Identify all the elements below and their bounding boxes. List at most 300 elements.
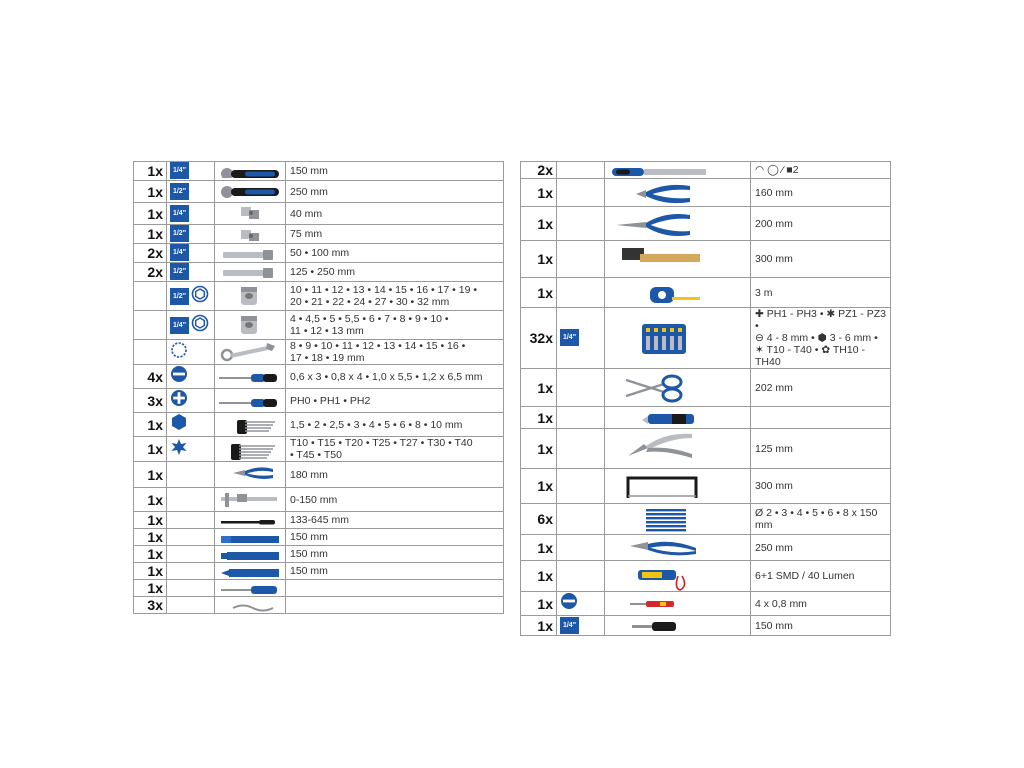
spec-badge-cell (557, 369, 605, 407)
table-row (134, 546, 504, 563)
description-cell (751, 207, 891, 241)
tool-image-cell (215, 263, 286, 282)
table-row (134, 563, 504, 580)
description-text: 6+1 SMD / 40 Lumen (755, 570, 855, 582)
quantity-cell (134, 282, 167, 311)
tool-image-cell (215, 488, 286, 512)
quantity-label: 3x (147, 597, 163, 613)
quantity-cell (521, 241, 557, 278)
universal-joint-icon (215, 204, 285, 224)
description-text: ✚ PH1 - PH3 • ✱ PZ1 - PZ3 • (755, 308, 886, 332)
quantity-label: 1x (147, 441, 163, 457)
tool-image-cell (605, 535, 751, 561)
table-row (521, 278, 891, 308)
table-row (134, 162, 504, 181)
spec-badge-cell (167, 546, 215, 563)
spec-badge-cell (167, 529, 215, 546)
quantity-label: 1x (537, 215, 553, 232)
spec-badge-cell (557, 504, 605, 535)
description-text: 125 mm (755, 442, 793, 455)
description-text: 160 mm (755, 186, 793, 199)
description-text: 150 mm (290, 531, 328, 543)
tool-image-cell (605, 407, 751, 429)
spoke-tool-icon (215, 598, 285, 613)
quantity-cell (521, 616, 557, 636)
caliper-icon (215, 489, 285, 511)
quantity-label: 1x (537, 595, 553, 612)
spec-badge-cell (167, 225, 215, 244)
description-cell (751, 179, 891, 207)
drive-size-badge: 1/4" (170, 317, 189, 334)
drive-size-badge: 1/2" (170, 183, 189, 200)
spec-badge-cell (557, 429, 605, 469)
description-cell (286, 389, 504, 413)
table-row (521, 407, 891, 429)
table-row (134, 311, 504, 340)
table-row (134, 437, 504, 462)
table-row (521, 162, 891, 179)
table-row (521, 561, 891, 592)
description-text: mm (755, 519, 773, 531)
tool-image-cell (215, 340, 286, 365)
quantity-label: 1x (147, 416, 163, 433)
spec-badge-cell (557, 469, 605, 504)
description-cell (286, 365, 504, 389)
description-text: 8 • 9 • 10 • 11 • 12 • 13 • 14 • 15 • 16 • (290, 340, 466, 352)
table-row (521, 179, 891, 207)
description-text: 4 x 0,8 mm (755, 597, 807, 610)
table-row (134, 181, 504, 203)
spec-badge-cell (167, 597, 215, 614)
pin-punch-set-icon (605, 505, 750, 534)
description-cell (286, 263, 504, 282)
quantity-cell (521, 561, 557, 592)
description-cell (751, 407, 891, 429)
quantity-cell (521, 429, 557, 469)
combination-wrench-icon (215, 341, 285, 364)
description-text: Ø 2 • 3 • 4 • 5 • 6 • 8 x 150 (755, 507, 878, 519)
description-cell (286, 462, 504, 488)
hex-socket-icon (191, 314, 209, 337)
quantity-cell (134, 413, 167, 437)
table-row (134, 365, 504, 389)
spec-badge-cell (557, 308, 605, 369)
quantity-cell (521, 504, 557, 535)
tool-image-cell (605, 504, 751, 535)
spec-badge-cell (557, 592, 605, 616)
quantity-cell (521, 179, 557, 207)
drive-size-badge: 1/2" (170, 225, 189, 242)
punch-icon (215, 547, 285, 562)
quantity-cell (521, 278, 557, 308)
spec-badge-cell (557, 616, 605, 636)
description-cell (751, 469, 891, 504)
quantity-cell (134, 263, 167, 282)
quantity-label: 1x (537, 284, 553, 301)
quantity-label: 4x (147, 368, 163, 385)
spec-badge-cell (167, 512, 215, 529)
description-text: 125 • 250 mm (290, 266, 355, 278)
spec-badge-cell (167, 413, 215, 437)
quantity-label: 1x (537, 617, 553, 634)
description-cell (751, 308, 891, 369)
drive-size-badge: 1/4" (170, 205, 189, 222)
description-text: T10 • T15 • T20 • T25 • T27 • T30 • T40 (290, 437, 473, 449)
scissors-icon (605, 370, 750, 406)
bit-set-icon (605, 322, 750, 354)
spec-badge-cell (557, 407, 605, 429)
table-row (134, 529, 504, 546)
description-text: ✶ T10 - T40 • ✿ TH10 - TH40 (755, 344, 865, 368)
center-punch-icon (215, 564, 285, 579)
table-row (134, 580, 504, 597)
description-cell (286, 413, 504, 437)
spec-badge-cell (167, 563, 215, 580)
tool-image-cell (605, 179, 751, 207)
description-cell (286, 580, 504, 597)
quantity-cell (521, 535, 557, 561)
ratchet-icon (215, 164, 285, 178)
tool-image-cell (215, 389, 286, 413)
quantity-cell (134, 462, 167, 488)
spec-badge-cell (167, 282, 215, 311)
quantity-label: 1x (537, 539, 553, 556)
table-row (521, 592, 891, 616)
table-row (134, 488, 504, 512)
description-cell (751, 429, 891, 469)
spec-badge-cell (167, 162, 215, 181)
tool-image-cell (605, 278, 751, 308)
tool-image-cell (215, 413, 286, 437)
hex-socket-icon (191, 285, 209, 308)
table-row (521, 535, 891, 561)
extension-bar-icon (215, 264, 285, 280)
quantity-label: 1x (537, 568, 553, 584)
spec-badge-cell (167, 365, 215, 389)
tool-image-cell (215, 597, 286, 614)
quantity-cell (134, 512, 167, 529)
screwdriver-icon (215, 393, 285, 409)
tool-image-cell (215, 181, 286, 203)
description-cell (286, 203, 504, 225)
quantity-cell (521, 308, 557, 369)
table-row (521, 308, 891, 369)
table-row (521, 616, 891, 636)
description-cell (286, 488, 504, 512)
description-text: 17 • 18 • 19 mm (290, 352, 365, 364)
spec-badge-cell (167, 437, 215, 462)
description-cell (751, 504, 891, 535)
table-row (134, 462, 504, 488)
quantity-label: 1x (537, 409, 553, 426)
quantity-label: 1x (147, 563, 163, 579)
description-text: 200 mm (755, 217, 793, 230)
table-row (134, 203, 504, 225)
quantity-cell (134, 244, 167, 263)
table-row (134, 340, 504, 365)
description-text: 150 mm (290, 565, 328, 577)
description-text: 150 mm (290, 548, 328, 560)
tire-lever-icon (215, 513, 285, 527)
right-tool-table (520, 161, 891, 636)
description-text: 202 mm (755, 381, 793, 394)
description-cell (286, 437, 504, 462)
quantity-cell (134, 181, 167, 203)
description-cell (751, 535, 891, 561)
description-text: 250 mm (755, 541, 793, 554)
quantity-label: 6x (537, 511, 553, 527)
table-row (521, 504, 891, 535)
quantity-label: 1x (537, 440, 553, 457)
quantity-cell (134, 311, 167, 340)
torx-icon (170, 438, 188, 461)
tool-image-cell (215, 512, 286, 529)
socket-icon (215, 312, 285, 339)
tool-image-cell (605, 241, 751, 278)
quantity-label: 2x (147, 245, 163, 261)
spec-badge-cell (167, 580, 215, 597)
table-row (521, 207, 891, 241)
description-cell (751, 616, 891, 636)
drive-size-badge: 1/4" (170, 162, 189, 179)
long-nose-pliers-icon (605, 208, 750, 240)
description-cell (286, 225, 504, 244)
hammer-icon (605, 242, 750, 277)
quantity-cell (134, 365, 167, 389)
description-text: 300 mm (755, 253, 793, 265)
quantity-label: 1x (147, 226, 163, 242)
quantity-cell (521, 162, 557, 179)
tool-image-cell (605, 162, 751, 179)
table-row (521, 469, 891, 504)
quantity-cell (134, 597, 167, 614)
spec-badge-cell (557, 278, 605, 308)
description-cell (286, 563, 504, 580)
drive-size-badge: 1/2" (170, 288, 189, 305)
tool-image-cell (215, 311, 286, 340)
spec-badge-cell (167, 340, 215, 365)
tool-image-cell (605, 469, 751, 504)
description-text: 250 mm (290, 185, 328, 198)
tool-image-cell (215, 203, 286, 225)
description-cell (286, 597, 504, 614)
hex-key-set-icon (215, 416, 285, 434)
bit-driver-icon (605, 617, 750, 635)
spec-badge-cell (167, 263, 215, 282)
description-text: 150 mm (290, 165, 328, 177)
left-tool-table (133, 161, 504, 614)
drive-size-badge: 1/4" (170, 244, 189, 261)
spec-badge-cell (167, 244, 215, 263)
quantity-cell (134, 488, 167, 512)
quantity-cell (134, 563, 167, 580)
description-text: 75 mm (290, 228, 323, 240)
quantity-cell (521, 207, 557, 241)
description-text: 1,5 • 2 • 2,5 • 3 • 4 • 5 • 6 • 8 • 10 mm (290, 418, 463, 431)
description-text: 11 • 12 • 13 mm (290, 325, 364, 337)
12-point-icon (170, 341, 188, 364)
quantity-cell (134, 529, 167, 546)
spec-badge-cell (167, 462, 215, 488)
voltage-tester-icon (605, 596, 750, 611)
spec-badge-cell (557, 207, 605, 241)
quantity-label: 2x (537, 162, 553, 178)
table-row (134, 282, 504, 311)
tool-image-cell (215, 244, 286, 263)
description-text: ◠ ◯ ⁄ ■2 (755, 164, 799, 176)
scraper-icon (215, 581, 285, 595)
tool-image-cell (215, 462, 286, 488)
table-row (134, 225, 504, 244)
spec-badge-cell (167, 203, 215, 225)
quantity-label: 1x (537, 478, 553, 494)
tape-measure-icon (605, 279, 750, 307)
quantity-cell (134, 225, 167, 244)
hacksaw-icon (605, 470, 750, 503)
tool-image-cell (605, 429, 751, 469)
tool-image-cell (605, 308, 751, 369)
spec-badge-cell (167, 488, 215, 512)
spec-badge-cell (167, 311, 215, 340)
quantity-label: 1x (147, 580, 163, 596)
quantity-label: 1x (147, 163, 163, 179)
description-cell (286, 311, 504, 340)
table-row (521, 429, 891, 469)
chisel-icon (215, 530, 285, 544)
description-text: 0-150 mm (290, 493, 338, 506)
description-cell (751, 369, 891, 407)
drive-size-badge: 1/4" (560, 329, 579, 346)
description-text: • T45 • T50 (290, 449, 342, 461)
quantity-cell (521, 469, 557, 504)
description-cell (751, 592, 891, 616)
table-row (134, 244, 504, 263)
utility-knife-icon (605, 408, 750, 428)
table-row (134, 597, 504, 614)
file-icon (605, 163, 750, 177)
description-cell (286, 512, 504, 529)
water-pump-pliers-icon (605, 536, 750, 560)
description-cell (286, 529, 504, 546)
quantity-label: 1x (147, 183, 163, 200)
tool-image-cell (215, 563, 286, 580)
tool-image-cell (215, 365, 286, 389)
tool-image-cell (215, 546, 286, 563)
quantity-label: 1x (147, 546, 163, 562)
description-text: 133-645 mm (290, 514, 349, 526)
description-text: 40 mm (290, 207, 323, 220)
description-text: 20 • 21 • 22 • 24 • 27 • 30 • 32 mm (290, 296, 450, 308)
flashlight-icon (605, 562, 750, 591)
description-cell (751, 162, 891, 179)
description-cell (751, 278, 891, 308)
quantity-cell (134, 389, 167, 413)
tool-image-cell (215, 580, 286, 597)
quantity-label: 2x (147, 264, 163, 280)
tool-image-cell (215, 437, 286, 462)
ratchet-icon (215, 182, 285, 202)
table-row (134, 389, 504, 413)
tool-image-cell (605, 369, 751, 407)
tool-image-cell (605, 616, 751, 636)
description-text: 300 mm (755, 480, 793, 492)
phillips-icon (170, 389, 188, 412)
spec-badge-cell (557, 179, 605, 207)
pliers-icon (215, 463, 285, 487)
quantity-label: 1x (147, 205, 163, 222)
quantity-label: 1x (537, 379, 553, 396)
tool-image-cell (215, 529, 286, 546)
drive-size-badge: 1/4" (560, 617, 579, 634)
locking-pliers-icon (605, 430, 750, 468)
quantity-cell (134, 437, 167, 462)
description-text: 4 • 4,5 • 5 • 5,5 • 6 • 7 • 8 • 9 • 10 • (290, 313, 449, 325)
quantity-cell (134, 546, 167, 563)
universal-joint-icon (215, 227, 285, 241)
tool-image-cell (605, 592, 751, 616)
quantity-cell (134, 203, 167, 225)
description-cell (286, 162, 504, 181)
quantity-cell (134, 340, 167, 365)
drive-size-badge: 1/2" (170, 263, 189, 280)
side-cutter-icon (605, 180, 750, 206)
socket-icon (215, 283, 285, 310)
description-text: 50 • 100 mm (290, 247, 350, 259)
tool-image-cell (605, 207, 751, 241)
spec-badge-cell (557, 561, 605, 592)
quantity-cell (521, 369, 557, 407)
hex-icon (170, 413, 188, 436)
description-cell (286, 244, 504, 263)
quantity-label: 3x (147, 392, 163, 409)
quantity-label: 1x (147, 529, 163, 545)
slotted-icon (560, 592, 578, 615)
slotted-icon (170, 365, 188, 388)
description-text: 150 mm (755, 619, 793, 632)
description-cell (286, 546, 504, 563)
description-text: 3 m (755, 286, 773, 299)
quantity-label: 1x (147, 466, 163, 483)
description-cell (286, 282, 504, 311)
quantity-cell (521, 407, 557, 429)
description-text: 0,6 x 3 • 0,8 x 4 • 1,0 x 5,5 • 1,2 x 6,5 mm (290, 370, 483, 383)
description-text: 180 mm (290, 468, 328, 481)
table-row (134, 263, 504, 282)
table-row (521, 369, 891, 407)
description-cell (751, 241, 891, 278)
spec-badge-cell (557, 162, 605, 179)
table-row (134, 512, 504, 529)
description-cell (286, 181, 504, 203)
quantity-label: 1x (537, 184, 553, 201)
tool-image-cell (605, 561, 751, 592)
description-text: PH0 • PH1 • PH2 (290, 394, 371, 407)
description-cell (751, 561, 891, 592)
spec-badge-cell (167, 181, 215, 203)
quantity-label: 1x (147, 491, 163, 508)
extension-bar-icon (215, 246, 285, 260)
tool-image-cell (215, 225, 286, 244)
description-text: 10 • 11 • 12 • 13 • 14 • 15 • 16 • 17 • 19 • (290, 284, 478, 296)
quantity-label: 1x (147, 512, 163, 528)
torx-key-set-icon (215, 438, 285, 461)
tool-image-cell (215, 162, 286, 181)
table-row (134, 413, 504, 437)
quantity-cell (134, 162, 167, 181)
table-row (521, 241, 891, 278)
screwdriver-icon (215, 368, 285, 386)
spec-badge-cell (557, 535, 605, 561)
